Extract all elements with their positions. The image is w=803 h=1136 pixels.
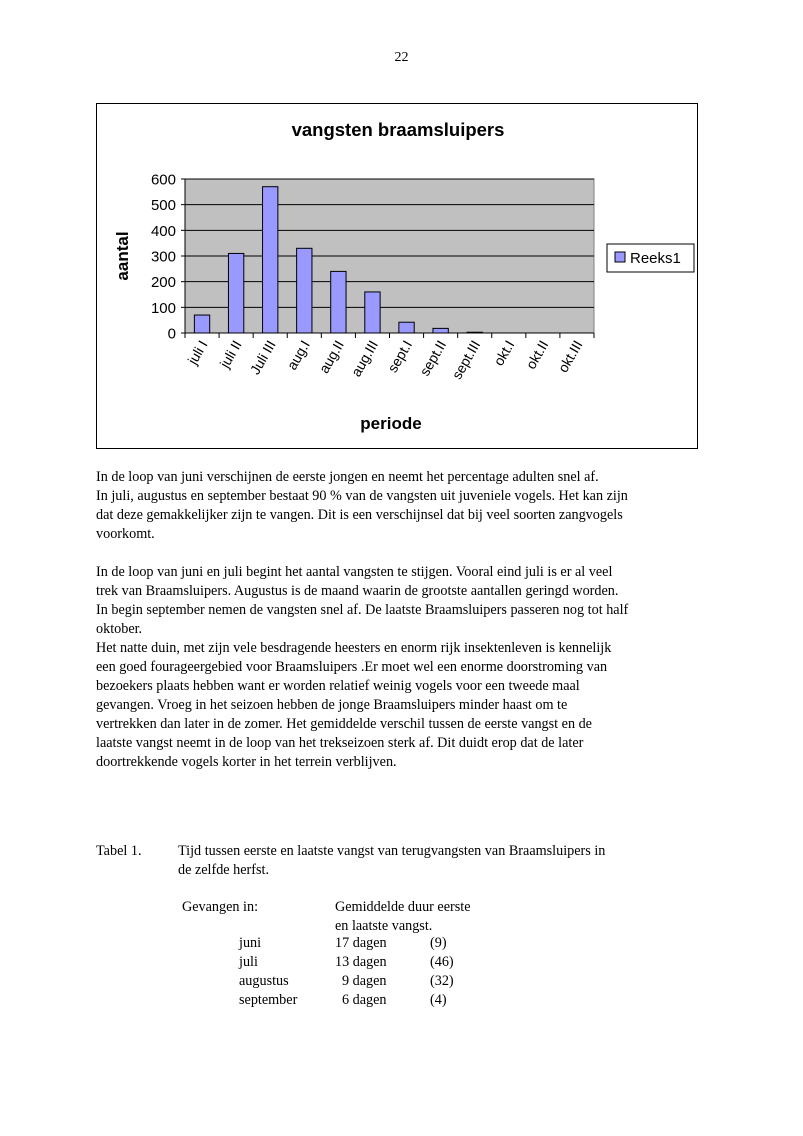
table-cell-duration: 6 dagen xyxy=(342,992,387,1008)
bar xyxy=(399,322,414,333)
text-line: doortrekkende vogels korter in het terrein verblijven. xyxy=(96,754,397,770)
table-cell-month: juni xyxy=(239,935,262,951)
text-line: Het natte duin, met zijn vele besdragende heesters en enorm rijk insektenleven is kennelijk xyxy=(96,640,612,656)
table-cell-count: (46) xyxy=(430,954,454,970)
page-number: 22 xyxy=(394,50,409,65)
chart-title: vangsten braamsluipers xyxy=(291,119,505,140)
bar xyxy=(297,248,312,333)
table-cell-count: (32) xyxy=(430,973,454,989)
table-row xyxy=(239,934,261,953)
y-tick-label: 100 xyxy=(150,299,176,317)
paragraph xyxy=(96,468,716,544)
table-col1-header: Gevangen in: xyxy=(182,899,259,915)
table-col2-header xyxy=(335,898,471,936)
x-tick-label: aug.II xyxy=(315,337,347,376)
paragraph xyxy=(96,563,716,772)
text-line: In de loop van juni en juli begint het aantal vangsten te stijgen. Vooral eind juli is er al veel xyxy=(96,564,613,580)
x-axis-title: periode xyxy=(360,414,422,433)
text-line: gevangen. Vroeg in het seizoen hebben de jonge Braamsluipers minder haast om te xyxy=(96,697,568,713)
text-line: een goed fourageergebied voor Braamsluipers .Er moet wel een enorme doorstroming van xyxy=(96,659,608,675)
bar xyxy=(331,271,346,333)
text-line: In juli, augustus en september bestaat 90 % van de vangsten uit juveniele vogels. Het kan zijn xyxy=(96,488,628,504)
bar xyxy=(433,328,448,333)
text-line: laatste vangst neemt in de loop van het trekseizoen sterk af. Dit duidt erop dat de later xyxy=(96,735,584,751)
x-tick-label: Juli III xyxy=(246,337,279,378)
y-tick-label: 0 xyxy=(167,325,176,343)
x-tick-label: aug.I xyxy=(283,337,313,373)
table-cell-month: september xyxy=(239,992,298,1008)
table-cell-duration: 13 dagen xyxy=(335,954,387,970)
text-line: dat deze gemakkelijker zijn te vangen. Dit is een verschijnsel dat bij veel soorten zangvogels xyxy=(96,507,623,523)
legend-swatch xyxy=(615,252,625,262)
table-cell-duration: 17 dagen xyxy=(335,935,387,951)
header-line: en laatste vangst. xyxy=(335,918,433,934)
table-cell-count: (4) xyxy=(430,992,447,1008)
table-row xyxy=(239,972,289,991)
text-line: trek van Braamsluipers. Augustus is de maand waarin de grootste aantallen geringd worden. xyxy=(96,583,619,599)
table-cell-count: (9) xyxy=(430,935,447,951)
text-line: bezoekers plaats hebben want er worden relatief weinig vogels voor een tweede maal xyxy=(96,678,580,694)
text-line: In begin september nemen de vangsten snel af. De laatste Braamsluipers passeren nog tot half xyxy=(96,602,629,618)
y-tick-label: 200 xyxy=(150,274,176,292)
x-tick-label: juli I xyxy=(184,337,211,368)
table-cell-duration: 9 dagen xyxy=(342,973,387,989)
x-tick-label: sept.III xyxy=(448,337,484,382)
y-tick-label: 400 xyxy=(150,222,176,240)
bar xyxy=(194,315,209,333)
x-tick-label: aug.III xyxy=(347,337,382,380)
caption-line: de zelfde herfst. xyxy=(178,862,269,878)
table-row xyxy=(239,953,258,972)
y-tick-label: 600 xyxy=(150,171,176,189)
legend-label: Reeks1 xyxy=(630,250,681,267)
text-line: voorkomt. xyxy=(96,526,155,542)
caption-line: Tijd tussen eerste en laatste vangst van terugvangsten van Braamsluipers in xyxy=(178,843,606,859)
bar xyxy=(467,332,482,333)
x-tick-label: sept.I xyxy=(384,337,416,376)
y-axis-title: aantal xyxy=(113,231,132,281)
table-caption-text xyxy=(178,842,605,880)
x-tick-label: juli II xyxy=(216,337,245,371)
y-tick-label: 300 xyxy=(150,248,176,266)
text-line: In de loop van juni verschijnen de eerste jongen en neemt het percentage adulten snel af. xyxy=(96,469,599,485)
table-row xyxy=(239,991,297,1010)
text-line: oktober. xyxy=(96,621,143,637)
table-label: Tabel 1. xyxy=(96,843,142,859)
body-text xyxy=(96,468,716,791)
bar xyxy=(263,187,278,333)
text-line: vertrekken dan later in de zomer. Het gemiddelde verschil tussen de eerste vangst en de xyxy=(96,716,592,732)
chart-container xyxy=(96,103,698,449)
table-cell-month: juli xyxy=(239,954,258,970)
x-tick-label: okt.II xyxy=(522,337,552,372)
table-cell-month: augustus xyxy=(239,973,289,989)
y-tick-label: 500 xyxy=(150,197,176,215)
bar xyxy=(228,253,243,333)
bar-chart xyxy=(97,104,699,450)
x-tick-label: okt.III xyxy=(554,337,586,376)
x-tick-label: okt.I xyxy=(490,337,518,369)
bar xyxy=(365,292,380,333)
header-line: Gemiddelde duur eerste xyxy=(335,899,471,915)
x-tick-label: sept.II xyxy=(416,337,450,379)
